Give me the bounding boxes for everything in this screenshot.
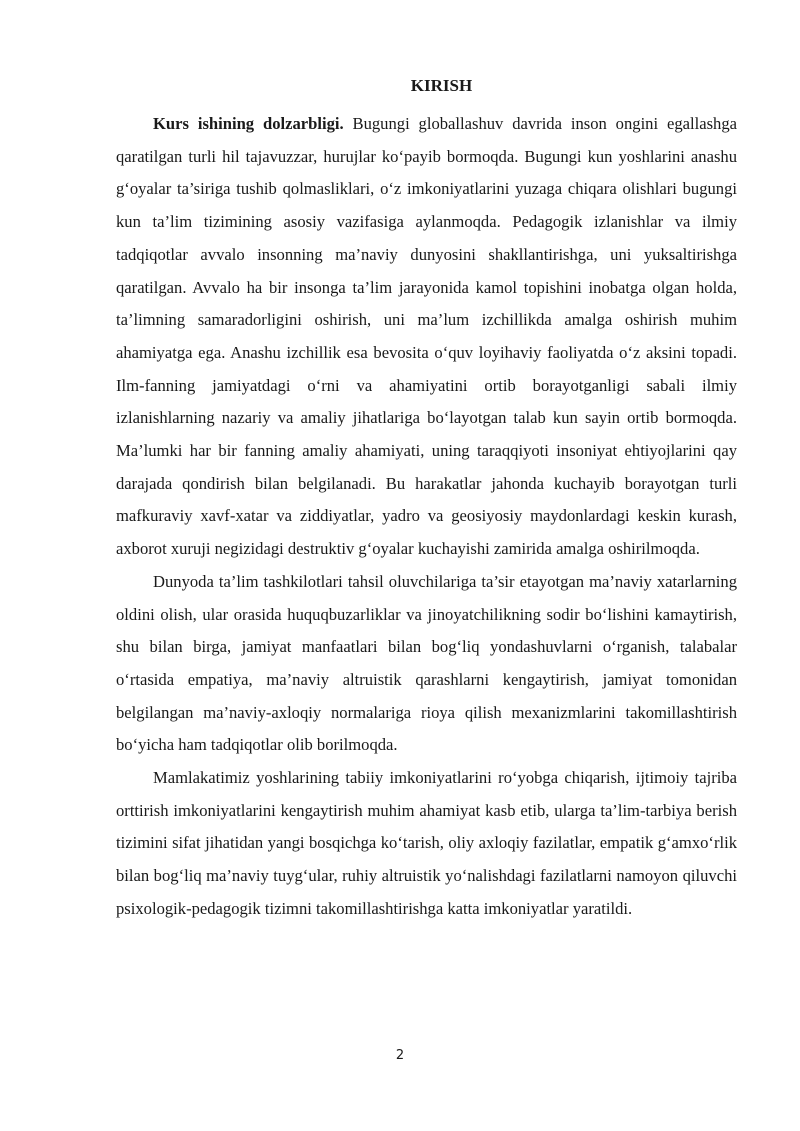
section-heading: KIRISH: [410, 76, 473, 95]
paragraph-text: Bugungi globallashuv davrida inson ongini egallashga qaratilgan turli hil tajavuzzar, hurujlar ko‘payib bormoqda. Bugungi kun yoshlarini anashu g‘oyalar ta’siriga tushib qolmasliklari, o‘z imkoniyatlarini yuzaga chiqara olishlari bugungi kun ta’lim tizimining asosiy vazifasiga aylanmoqda. Pedagogik izlanishlar va ilmiy tadqiqotlar avvalo insonning ma’naviy dunyosini shakllantirishga, uni yuksaltirishga qaratilgan. Avvalo ha bir insonga ta’lim jarayonida kamol topishini inobatga olgan holda, ta’limning samaradorligini oshirish, uni ma’lum izchillikda amalga oshirish muhim ahamiyatga ega. Anashu izchillik esa bevosita o‘quv loyihaviy faoliyatda o‘z aksini topadi. Ilm-fanning jamiyatdagi o‘rni va ahamiyatini ortib borayotganligi sabali ilmiy izlanishlarning nazariy va amaliy jihatlariga bo‘layotgan talab kun sayin ortib bormoqda. Ma’lumki har bir fanning amaliy ahamiyati, uning taraqqiyoti insoniyat ehtiyojlarini qay darajada qondirish bilan belgilanadi. Bu harakatlar jahonda kuchayib borayotgan turli mafkuraviy xavf-xatar va ziddiyatlar, yadro va geosiyosiy maydonlardagi keskin kurash, axborot xuruji negizidagi destruktiv g‘oyalar kuchayishi zamirida amalga oshirilmoqda.: [116, 114, 737, 559]
page-number: 2: [395, 1048, 405, 1063]
paragraph-1: [116, 108, 737, 566]
paragraph-2: [116, 566, 737, 762]
document-body: [116, 74, 737, 926]
paragraph-3: [116, 762, 737, 926]
paragraph-text: Mamlakatimiz yoshlarining tabiiy imkoniyatlarini ro‘yobga chiqarish, ijtimoiy tajriba orttirish imkoniyatlarini kengaytirish muhim ahamiyat kasb etib, ularga ta’lim-tarbiya berish tizimini sifat jihatidan yangi bosqichga ko‘tarish, oliy axloqiy fazilatlar, empatik g‘amxo‘rlik bilan bog‘liq ma’naviy tuyg‘ular, ruhiy altruistik yo‘nalishdagi fazilatlarni namoyon qiluvchi psixologik-pedagogik tizimni takomillashtirishga katta imkoniyatlar yaratildi.: [116, 768, 737, 918]
paragraph-lead: Kurs ishining dolzarbligi.: [153, 114, 344, 133]
paragraph-text: Dunyoda ta’lim tashkilotlari tahsil oluvchilariga ta’sir etayotgan ma’naviy xatarlarning oldini olish, ular orasida huquqbuzarliklar va jinoyatchilikning sodir bo‘lishini kamaytirish, shu bilan birga, jamiyat manfaatlari bilan bog‘liq yondashuvlarni o‘rganish, talabalar o‘rtasida empatiya, ma’naviy altruistik qarashlarni kengaytirish, jamiyat tomonidan belgilangan ma’naviy-axloqiy normalariga rioya qilish mexanizmlarini takomillashtirish bo‘yicha ham tadqiqotlar olib borilmoqda.: [116, 571, 737, 755]
